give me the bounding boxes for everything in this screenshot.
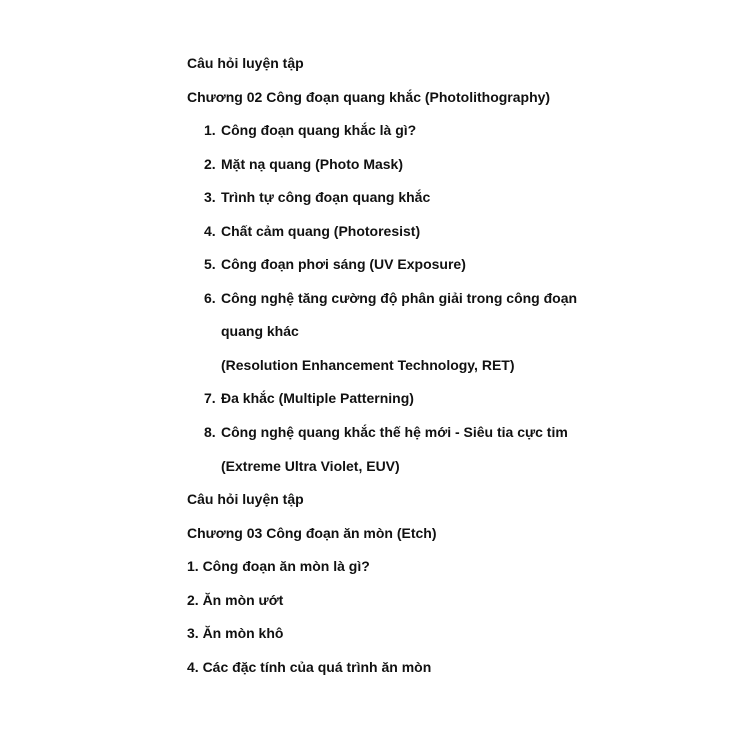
list-item: 1. Công đoạn ăn mòn là gì?: [187, 558, 370, 575]
list-text: Trình tự công đoạn quang khắc: [221, 189, 431, 206]
list-text: Mặt nạ quang (Photo Mask): [221, 155, 403, 172]
list-number: 5.: [204, 256, 216, 273]
section-heading: Câu hỏi luyện tập: [187, 55, 304, 71]
list-item-continuation: (Extreme Ultra Violet, EUV): [221, 457, 400, 474]
list-item-continuation: quang khác: [221, 323, 299, 340]
document: [187, 47, 707, 684]
list-item: [187, 248, 707, 282]
chapter-title: Chương 03 Công đoạn ăn mòn (Etch): [187, 524, 437, 541]
list-text: Công nghệ tăng cường độ phân giải trong công đoạn: [221, 289, 578, 306]
list-text: Công đoạn quang khắc là gì?: [221, 122, 417, 139]
list-item: [187, 114, 707, 148]
list-number: 6.: [204, 289, 216, 306]
list-item: [187, 148, 707, 182]
list-number: 1.: [204, 122, 216, 139]
list-item: 4. Các đặc tính của quá trình ăn mòn: [187, 658, 432, 675]
list-item-continuation: (Resolution Enhancement Technology, RET): [221, 356, 515, 373]
list-number: 7.: [204, 390, 216, 407]
list-number: 3.: [204, 189, 216, 206]
list-text: Đa khắc (Multiple Patterning): [221, 390, 414, 407]
list-number: 8.: [204, 424, 216, 441]
list-item: [187, 282, 707, 316]
list-item: [187, 382, 707, 416]
list-item: [187, 181, 707, 215]
list-item: [187, 215, 707, 249]
list-text: Công nghệ quang khắc thế hệ mới - Siêu tia cực tim: [221, 424, 568, 441]
chapter-title: Chương 02 Công đoạn quang khắc (Photolithography): [187, 88, 551, 105]
list-text: Chất cảm quang (Photoresist): [221, 222, 421, 239]
section-heading: Câu hỏi luyện tập: [187, 491, 304, 508]
list-number: 2.: [204, 155, 216, 172]
list-item: [187, 416, 707, 450]
list-item: 3. Ăn mòn khô: [187, 625, 284, 642]
list-number: 4.: [204, 222, 216, 239]
list-item: 2. Ăn mòn ướt: [187, 591, 284, 608]
list-text: Công đoạn phơi sáng (UV Exposure): [221, 256, 466, 273]
